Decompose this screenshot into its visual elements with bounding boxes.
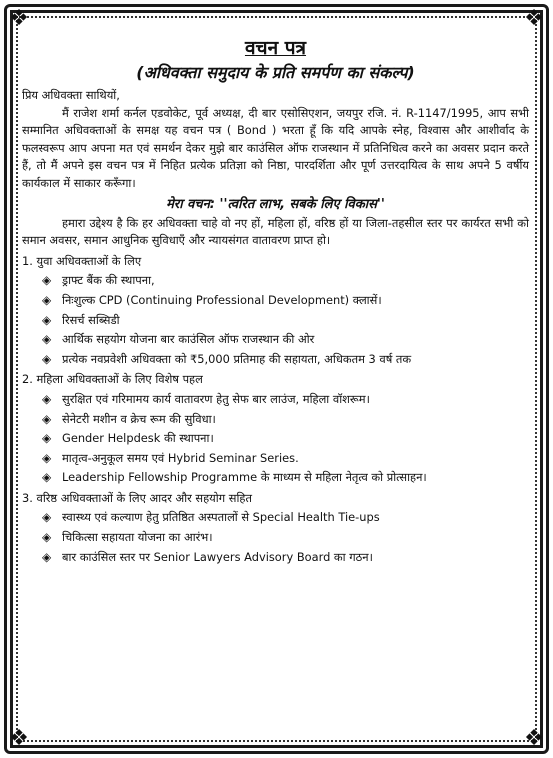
corner-ornament-icon: ❖ — [524, 726, 544, 751]
diamond-bullet-icon: ◈ — [42, 312, 52, 327]
corner-ornament-icon: ❖ — [9, 726, 29, 751]
aim-paragraph: हमारा उद्देश्य है कि हर अधिवक्ता चाहे वो नए हों, महिला हों, वरिष्ठ हों या जिला-तहसील स्तर पर कार्यरत सभी को समान अवसर, समान आधुनिक सुविधाएँ और न्यायसंगत वातावरण प्राप्त हो। — [22, 215, 529, 248]
list-item: ◈ बार काउंसिल स्तर पर Senior Lawyers Advisory Board का गठन। — [40, 549, 529, 567]
list-item: ◈ सेनेटरी मशीन व क्रेच रूम की सुविधा। — [40, 411, 529, 429]
list-item: ◈ चिकित्सा सहायता योजना का आरंभ। — [40, 529, 529, 547]
corner-ornament-icon: ❖ — [524, 6, 544, 31]
diamond-bullet-icon: ◈ — [42, 292, 52, 307]
section-heading: 2. महिला अधिवक्ताओं के लिए विशेष पहल — [22, 372, 203, 387]
diamond-bullet-icon: ◈ — [42, 549, 52, 564]
diamond-bullet-icon: ◈ — [42, 273, 52, 288]
list-item: ◈ Leadership Fellowship Programme के माध्यम से महिला नेतृत्व को प्रोत्साहन। — [40, 469, 529, 487]
section-list — [22, 272, 529, 368]
corner-ornament-icon: ❖ — [9, 6, 29, 31]
section-heading: 1. युवा अधिवक्ताओं के लिए — [22, 253, 142, 268]
diamond-bullet-icon: ◈ — [42, 351, 52, 366]
list-item: ◈ रिसर्च सब्सिडी — [40, 312, 529, 330]
section-list — [22, 391, 529, 487]
list-item: ◈ Gender Helpdesk की स्थापना। — [40, 430, 529, 448]
diamond-bullet-icon: ◈ — [42, 431, 52, 446]
list-item: ◈ प्रत्येक नवप्रवेशी अधिवक्ता को ₹5,000 प्रतिमाह की सहायता, अधिकतम 3 वर्ष तक — [40, 351, 529, 369]
document-body — [22, 36, 529, 568]
list-item: ◈ आर्थिक सहयोग योजना बार काउंसिल ऑफ राजस्थान की ओर — [40, 331, 529, 349]
diamond-bullet-icon: ◈ — [42, 450, 52, 465]
salutation: प्रिय अधिवक्ता साथियों, — [22, 88, 120, 102]
list-item: ◈ ड्राफ्ट बैंक की स्थापना, — [40, 272, 529, 290]
diamond-bullet-icon: ◈ — [42, 510, 52, 525]
list-item: ◈ सुरक्षित एवं गरिमामय कार्य वातावरण हेतु सेफ बार लाउंज, महिला वॉशरूम। — [40, 391, 529, 409]
diamond-bullet-icon: ◈ — [42, 332, 52, 347]
document-subtitle: (अधिवक्ता समुदाय के प्रति समर्पण का संकल्प) — [136, 63, 415, 82]
section-list — [22, 509, 529, 566]
diamond-bullet-icon: ◈ — [42, 530, 52, 545]
slogan: मेरा वचन: ''त्वरित लाभ, सबके लिए विकास'' — [166, 196, 385, 212]
diamond-bullet-icon: ◈ — [42, 411, 52, 426]
document-title: वचन पत्र — [244, 37, 307, 59]
diamond-bullet-icon: ◈ — [42, 391, 52, 406]
list-item: ◈ स्वास्थ्य एवं कल्याण हेतु प्रतिष्ठित अस्पतालों से Special Health Tie-ups — [40, 509, 529, 527]
diamond-bullet-icon: ◈ — [42, 470, 52, 485]
list-item: ◈ निःशुल्क CPD (Continuing Professional Development) क्लासें। — [40, 292, 529, 310]
section-heading: 3. वरिष्ठ अधिवक्ताओं के लिए आदर और सहयोग सहित — [22, 490, 252, 505]
list-item: ◈ मातृत्व-अनुकूल समय एवं Hybrid Seminar Series. — [40, 450, 529, 468]
intro-paragraph: मैं राजेश शर्मा कर्नल एडवोकेट, पूर्व अध्यक्ष, दी बार एसोसिएशन, जयपुर रजि. नं. R-1147/1995, आप सभी सम्मानित अधिवक्ताओं के समक्ष यह वचन पत्र ( Bond ) भरता हूँ कि यदि आपके स्नेह, विश्वास और आशीर्वाद के फलस्वरूप आप अपना मत एवं समर्थन देकर मुझे बार काउंसिल ऑफ राजस्थान में प्रतिनिधित्व करने का अवसर प्रदान करते हैं, तो मैं अपने इस वचन पत्र में निहित प्रत्येक प्रतिज्ञा को निष्ठा, पारदर्शिता और पूर्ण उत्तरदायित्व के साथ अपने 5 वर्षीय कार्यकाल में साकार करूँगा। — [22, 105, 529, 190]
